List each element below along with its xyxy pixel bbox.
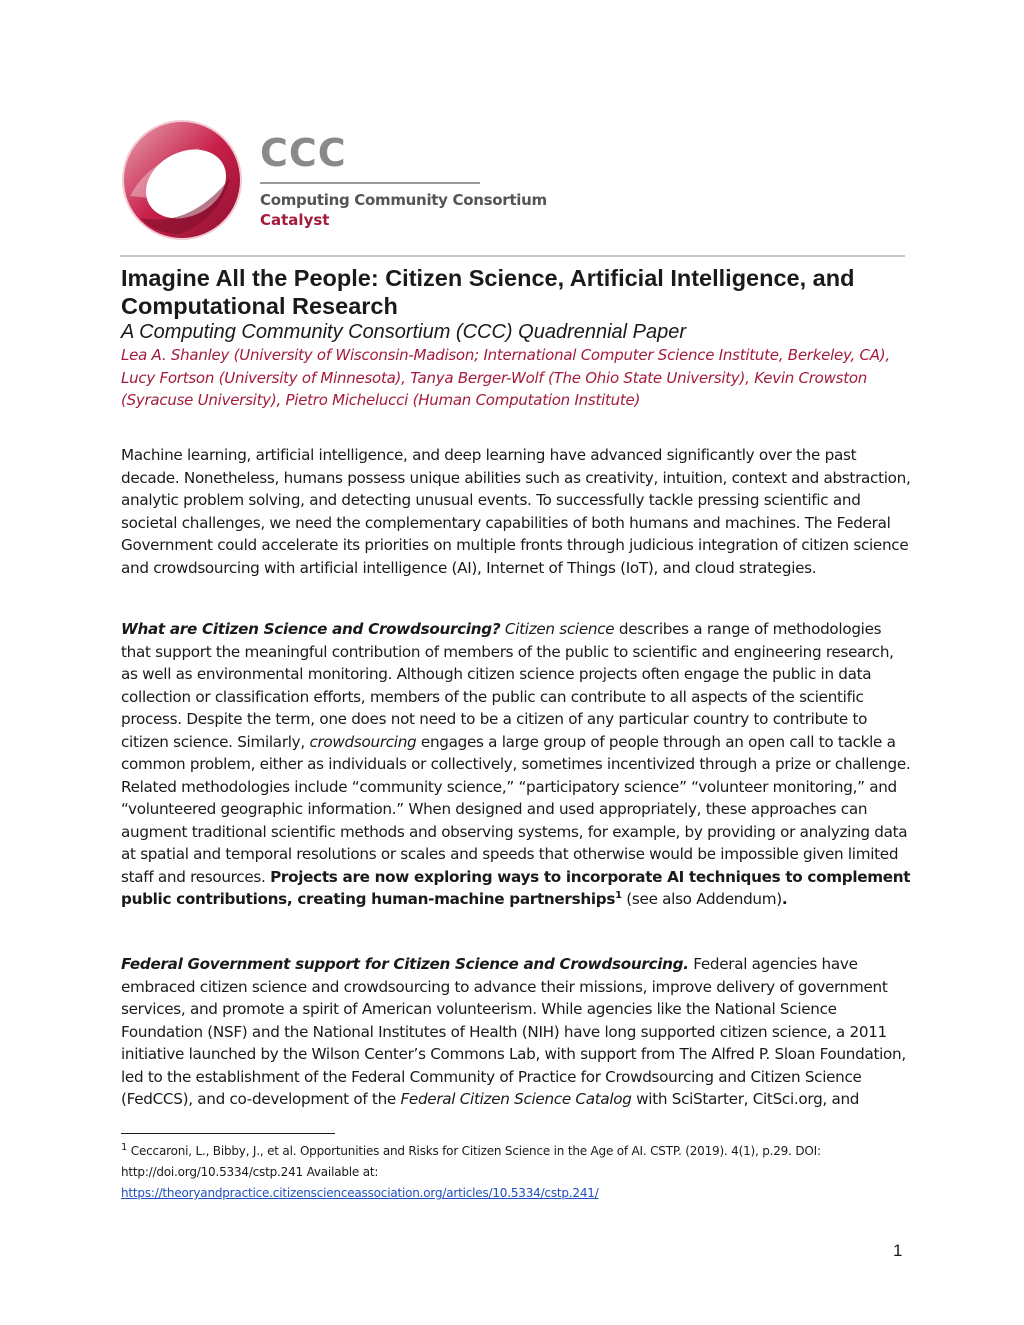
term-crowdsourcing: crowdsourcing: [309, 732, 417, 751]
catalog-name: Federal Citizen Science Catalog: [400, 1090, 632, 1108]
footnote-divider: [121, 1133, 335, 1134]
brand-block: [260, 132, 547, 230]
article-link[interactable]: https://theoryandpractice.citizenscienceassociation.org/articles/10.5334/cstp.241/: [121, 1186, 599, 1200]
brand-sub: Catalyst: [260, 211, 330, 229]
footnote: [121, 1141, 911, 1204]
paragraph-end: .: [781, 890, 788, 908]
federal-support-paragraph: [121, 953, 911, 1111]
term-citizen-science: Citizen science: [504, 620, 615, 638]
paragraph-text: Federal agencies have embraced citizen science and crowdsourcing to advance their missions, improve delivery of government services, and promote a spirit of American volunteerism. While agencies like the National Science Foundation (NSF) and the National Institutes of Health (NIH) have long supported citizen science, a 2011 initiative launched by the Wilson Center’s Commons Lab, with support from The Alfred P. Sloan Foundation, led to the establishment of the Federal Community of Practice for Crowdsourcing and Citizen Science (FedCCS), and co-development of the: [121, 955, 906, 1108]
paragraph-text: engages a large group of people through an open call to tackle a common problem, either as individuals or collectively, sometimes incentivized through a prize or challenge. Related methodologies include “community science,” “participatory science” “volunteer monitoring,” and “volunteered geographic information.” When designed and used appropriately, these approaches can augment traditional scientific methods and observing systems, for example, by providing or analyzing data at spatial and temporal resolutions or scales and speeds that otherwise would be impossible given limited staff and resources.: [121, 732, 911, 886]
intro-paragraph: Machine learning, artificial intelligence, and deep learning have advanced significantly over the past decade. Nonetheless, humans possess unique abilities such as creativity, intuition, context and abstraction, analytic problem solving, and detecting unusual events. To successfully tackle pressing scientific and societal challenges, we need the complementary capabilities of both humans and machines. The Federal Government could accelerate its priorities on multiple fronts through judicious integration of citizen science and crowdsourcing with artificial intelligence (AI), Internet of Things (IoT), and cloud strategies.: [121, 446, 911, 577]
footnote-number: 1: [121, 1142, 128, 1153]
paper-title: Imagine All the People: Citizen Science, Artificial Intelligence, and Computational Research: [121, 265, 855, 319]
bold-statement: Projects are now exploring ways to incorporate AI techniques to complement public contributions, creating human-machine partnerships: [121, 867, 911, 908]
brand-rule: [260, 182, 480, 184]
brand-abbrev: CCC: [260, 131, 347, 175]
footnote-text: Ceccaroni, L., Bibby, J., et al. Opportunities and Risks for Citizen Science in the Age of AI. CSTP. (2019). 4(1), p.29. DOI:: [127, 1144, 821, 1158]
paragraph-text: with SciStarter, CitSci.org, and: [631, 1090, 860, 1108]
header-divider: [120, 255, 905, 257]
page-number: 1: [893, 1241, 903, 1260]
footnote-ref[interactable]: 1: [615, 889, 622, 901]
paper-authors: Lea A. Shanley (University of Wisconsin-Madison; International Computer Science Institute, Berkeley, CA), Lucy Fortson (University of Minnesota), Tanya Berger-Wolf (The Ohio State University), Kevin Crowston (Syracuse University), Pietro Michelucci (Human Computation Institute): [121, 346, 890, 409]
section-heading: Federal Government support for Citizen Science and Crowdsourcing.: [121, 955, 689, 973]
brand-org-name: Computing Community Consortium: [260, 191, 547, 209]
paragraph-text: describes a range of methodologies that support the meaningful contribution of members of the public to scientific and engineering research, as well as environmental monitoring. Although citizen science projects often engage the public in data collection or classification efforts, members of the public can contribute to all aspects of the scientific process. Despite the term, one does not need to be a citizen of any particular country to contribute to citizen science. Similarly,: [121, 620, 894, 751]
footnote-available: Available at:: [302, 1165, 379, 1179]
ccc-logo-icon: [120, 118, 244, 242]
citizen-science-paragraph: [121, 618, 911, 911]
section-heading: What are Citizen Science and Crowdsourcing?: [121, 620, 501, 638]
paper-subtitle: A Computing Community Consortium (CCC) Quadrennial Paper: [121, 321, 687, 343]
doi-link[interactable]: http://doi.org/10.5334/cstp.241: [121, 1165, 303, 1179]
paragraph-text: (see also Addendum): [621, 890, 782, 908]
